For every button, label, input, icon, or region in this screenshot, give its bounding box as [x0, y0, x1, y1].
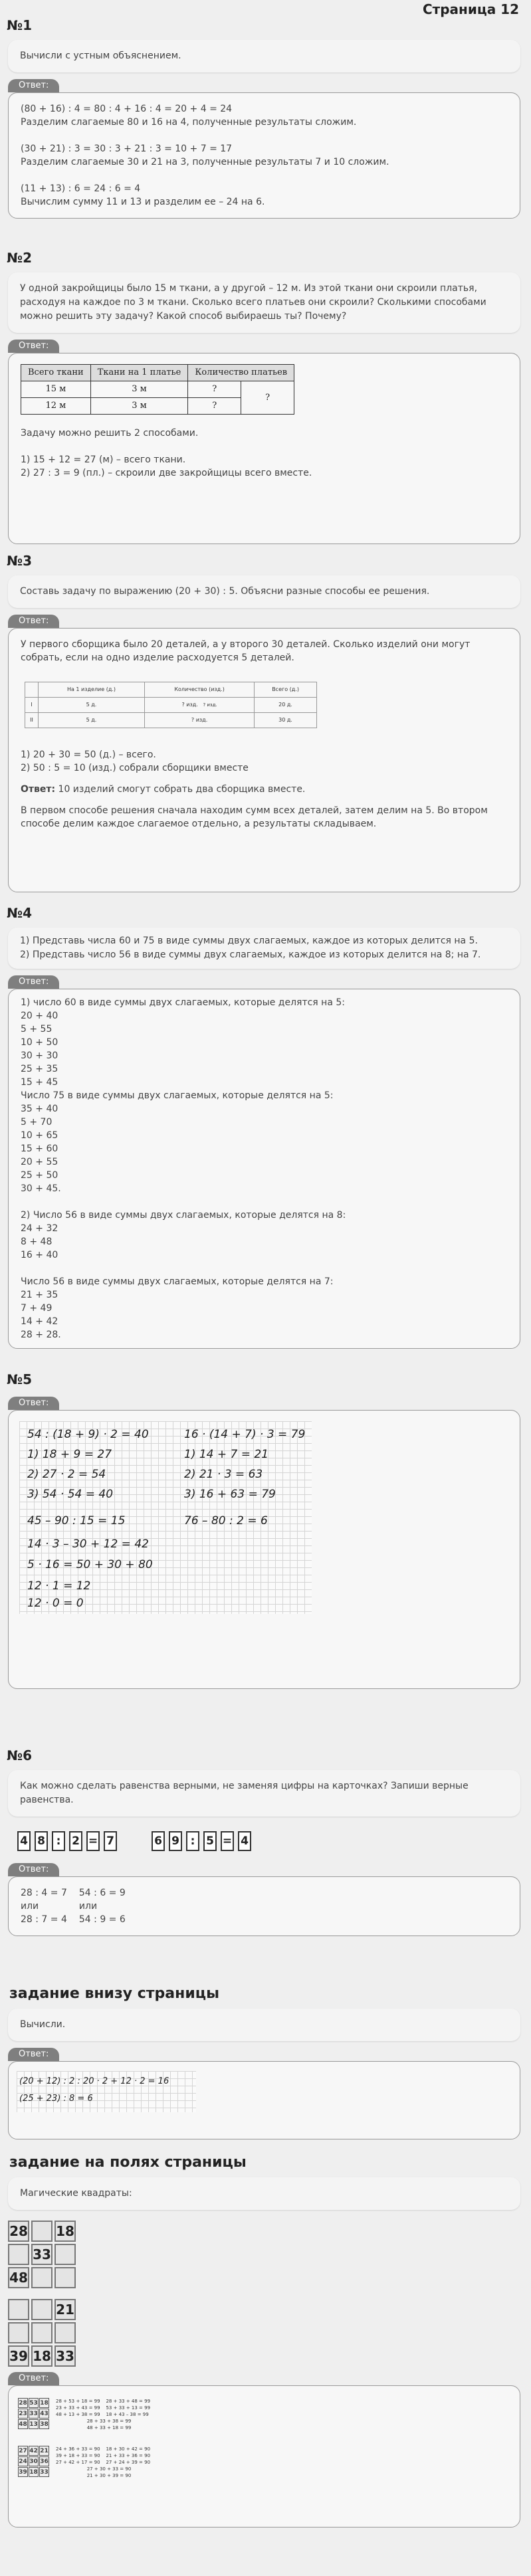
hw-line: 5 · 16 = 50 + 30 + 80: [27, 1558, 153, 1571]
answer-line: 2) 50 : 5 = 10 (изд.) собрали сборщики вместе: [21, 763, 249, 773]
digit-card: 9: [169, 1831, 182, 1851]
sign-card: :: [186, 1831, 199, 1851]
square-cell: 18: [31, 2345, 53, 2367]
square-cell: 18: [29, 2467, 39, 2477]
solved-square-2: [18, 2446, 49, 2477]
answer-label: Ответ:: [8, 1863, 59, 1876]
answer-line: Вычислим сумму 11 и 13 и разделим ее – 24 на 6.: [21, 197, 265, 207]
task-number: №3: [7, 553, 32, 569]
task-line: 2) Представь число 56 в виде суммы двух слагаемых, каждое из которых делится на 8; на 7.: [20, 949, 481, 960]
answer-line: Задачу можно решить 2 способами.: [21, 428, 199, 439]
square-cell: 39: [18, 2467, 28, 2477]
answer-line: 21 + 35: [21, 1290, 58, 1300]
square-cell: 21: [39, 2446, 49, 2456]
square-cell: 30: [29, 2456, 39, 2466]
handwritten-solution: [19, 1421, 312, 1614]
answer-label: Ответ:: [8, 615, 59, 628]
answer-line: 1) число 60 в виде суммы двух слагаемых, которые делятся на 5:: [21, 997, 345, 1008]
answer-line: [21, 1195, 508, 1209]
answer-line: 35 + 40: [21, 1104, 58, 1114]
square-cell: 13: [29, 2419, 39, 2429]
table-header: Всего ткани: [21, 365, 91, 381]
square-cell: 21: [54, 2299, 76, 2320]
handwritten-solution: [17, 2071, 196, 2112]
answer-line: Разделим слагаемые 80 и 16 на 4, полученные результаты сложим.: [21, 117, 357, 128]
answer-line: 20 + 40: [21, 1011, 58, 1021]
answer-line: или: [78, 1901, 98, 1912]
task-text: Как можно сделать равенства верными, не заменяя цифры на карточках? Запиши верные равенства.: [8, 1770, 520, 1817]
answer-text: У первого сборщика было 20 деталей, а у второго 30 деталей. Сколько изделий они могут собрать, если на одно изделие расходуется 5 деталей.: [21, 639, 471, 663]
answer-text: Ответ: 10 изделий смогут собрать два сборщика вместе.: [21, 784, 306, 795]
answer-line: 1) 20 + 30 = 50 (д.) – всего.: [21, 749, 156, 760]
square-cell: 38: [39, 2419, 49, 2429]
table-cell: 15 м: [21, 381, 91, 398]
square-cell: 39: [8, 2345, 29, 2367]
table-cell: 5 д.: [38, 713, 144, 728]
answer-label: Ответ:: [8, 340, 59, 353]
table-cell: 3 м: [90, 398, 188, 415]
section-2: [0, 250, 531, 544]
hw-line: 2) 21 · 3 = 63: [184, 1468, 263, 1481]
hw-line: (20 + 12) : 2 : 20 · 2 + 12 · 2 = 16: [19, 2076, 169, 2086]
magic-square-2: [8, 2299, 531, 2367]
hw-line: 76 – 80 : 2 = 6: [184, 1514, 268, 1528]
square-cell: [31, 2267, 53, 2288]
section-title: задание на полях страницы: [9, 2154, 247, 2171]
square-cell: [54, 2267, 76, 2288]
task-text: У одной закройщицы было 15 м ткани, а у другой – 12 м. Из этой ткани они скроили платья, расходуя на каждое по 3 м ткани. Сколько всего платьев они скроили? Сколькими способами можно решить эту задачу? Какой способ выбираешь ты? Почему?: [8, 272, 520, 333]
hw-line: 12 · 0 = 0: [27, 1597, 84, 1610]
square-cell: [8, 2244, 29, 2265]
answer-line: 25 + 35: [21, 1064, 58, 1074]
task-text: Вычисли с устным объяснением.: [8, 40, 520, 72]
answer-line: Число 75 в виде суммы двух слагаемых, которые делятся на 5:: [21, 1090, 334, 1101]
table-header: Количество (изд.): [145, 682, 255, 698]
answer-text: В первом способе решения сначала находим сумм всех деталей, затем делим на 5. Во втором способе делим каждое слагаемое отдельно, а результаты складываем.: [21, 805, 488, 829]
hw-line: 2) 27 · 2 = 54: [27, 1468, 106, 1481]
answer-box: [8, 989, 520, 1349]
section-6: [0, 1747, 531, 1936]
hw-line: 14 · 3 – 30 + 12 = 42: [27, 1537, 149, 1551]
answer-box: [8, 628, 520, 892]
answer-line: [21, 440, 508, 453]
task-number: №6: [7, 1747, 32, 1763]
section-5: [0, 1371, 531, 1689]
answer-line: или: [21, 1901, 39, 1912]
square-cell: 24: [18, 2456, 28, 2466]
square-cell: 48: [18, 2419, 28, 2429]
hw-line: 54 : (18 + 9) · 2 = 40: [27, 1428, 149, 1441]
square-cell: 36: [39, 2456, 49, 2466]
square-cell: 27: [18, 2446, 28, 2456]
sign-card: =: [86, 1831, 100, 1851]
answer-line: 25 + 50: [21, 1170, 58, 1181]
answer-line: 28 : 7 = 4: [21, 1914, 67, 1925]
task-text: Магические квадраты:: [8, 2177, 520, 2210]
answer-line: Число 56 в виде суммы двух слагаемых, которые делятся на 7:: [21, 1276, 334, 1287]
sign-card: :: [52, 1831, 65, 1851]
square-cell: 43: [39, 2409, 49, 2419]
square-cell: 42: [29, 2446, 39, 2456]
square-cell: 53: [29, 2398, 39, 2408]
table-cell: 3 м: [90, 381, 188, 398]
answer-line: [21, 1262, 508, 1275]
square-cell: [54, 2322, 76, 2343]
answer-box: [8, 353, 520, 544]
solved-square-row: [18, 2398, 510, 2431]
table-cell: ?: [188, 381, 241, 398]
answer-line: 7 + 49: [21, 1303, 53, 1314]
section-3: [0, 553, 531, 892]
answer-label: Ответ:: [8, 1397, 59, 1410]
answer-line: 28 : 4 = 7: [21, 1888, 67, 1898]
answer-label: Ответ:: [8, 975, 59, 989]
task-number: №5: [7, 1371, 32, 1387]
digit-card: 4: [238, 1831, 251, 1851]
square-cell: 28: [8, 2221, 29, 2242]
digit-card: 7: [104, 1831, 117, 1851]
square-cell: [54, 2244, 76, 2265]
answer-line: (11 + 13) : 6 = 24 : 6 = 4: [21, 183, 141, 194]
table-cell: ? изд. ? изд.: [145, 698, 255, 713]
task-line: 1) Представь числа 60 и 75 в виде суммы двух слагаемых, каждое из которых делится на 5.: [20, 936, 478, 946]
square-cell: 33: [54, 2345, 76, 2367]
section-title: задание внизу страницы: [9, 1985, 219, 2002]
section-bottom: [0, 1985, 531, 2139]
answer-line: 2) 27 : 3 = 9 (пл.) – скроили две закройщицы всего вместе.: [21, 468, 312, 478]
answer-line: 10 + 65: [21, 1130, 58, 1141]
answer-box: [8, 2061, 520, 2139]
answer-col: [79, 1886, 126, 1926]
answer-line: 10 + 50: [21, 1037, 58, 1048]
square-cell: 28: [18, 2398, 28, 2408]
answer-label: Ответ:: [8, 2372, 59, 2385]
square-cell: 33: [29, 2409, 39, 2419]
square-cell: [8, 2299, 29, 2320]
digit-card: 6: [152, 1831, 165, 1851]
task-number: №4: [7, 905, 32, 921]
answer-label: Ответ:: [8, 79, 59, 92]
answer-line: 16 + 40: [21, 1250, 58, 1260]
answer-line: 54 : 9 = 6: [78, 1914, 126, 1925]
magic-square-1: [8, 2221, 531, 2288]
answer-line: 5 + 70: [21, 1117, 53, 1128]
task-text: Составь задачу по выражению (20 + 30) : 5. Объясни разные способы ее решения.: [8, 575, 520, 608]
digit-card: 4: [17, 1831, 31, 1851]
answer-line: 8 + 48: [21, 1237, 53, 1247]
condition-table: [21, 364, 294, 415]
table-cell-total: ?: [241, 381, 294, 415]
square-cell: 23: [18, 2409, 28, 2419]
answer-line: 14 + 42: [21, 1316, 58, 1327]
hw-line: 3) 16 + 63 = 79: [184, 1488, 276, 1501]
task-text: [8, 928, 520, 969]
solved-square-1: [18, 2398, 49, 2429]
answer-line: 1) 15 + 12 = 27 (м) – всего ткани.: [21, 454, 186, 465]
answer-line: 5 + 55: [21, 1024, 53, 1035]
table-cell: ? изд.: [145, 713, 255, 728]
table-header: Ткани на 1 платье: [90, 365, 188, 381]
table-header: [25, 682, 39, 698]
square-cell: [8, 2322, 29, 2343]
answer-line: 54 : 6 = 9: [78, 1888, 126, 1898]
square-cell: 33: [39, 2467, 49, 2477]
check-notes: 28 + 53 + 18 = 99 28 + 33 + 48 = 99 23 + 33 + 43 = 99 53 + 33 + 13 = 99 48 + 13 + 38 = 99 18 + 43 – 38 = 99 28 + 33 + 38 = 99 48 + 33 + 18 = 99: [56, 2399, 151, 2430]
answer-box: [8, 1876, 520, 1936]
task-number: №1: [7, 17, 32, 33]
answer-line: Разделим слагаемые 30 и 21 на 3, полученные результаты 7 и 10 сложим.: [21, 157, 389, 167]
table-header: Всего (д.): [255, 682, 317, 698]
section-margin: [0, 2154, 531, 2527]
square-cell: 48: [8, 2267, 29, 2288]
check-notes: 24 + 36 + 33 = 90 18 + 30 + 42 = 90 39 + 18 + 33 = 90 21 + 33 + 36 = 90 27 + 42 + 17 = 90 27 + 24 + 39 = 90 27 + 30 + 33 = 90 21 + 30 + 39 = 90: [56, 2446, 151, 2478]
hw-line: (25 + 23) : 8 = 6: [19, 2094, 93, 2104]
answer-line: [21, 169, 508, 182]
answer-label: Ответ:: [8, 2048, 59, 2061]
table-cell: 30 д.: [255, 713, 317, 728]
digit-card: 8: [35, 1831, 48, 1851]
table-cell: ?: [188, 398, 241, 415]
square-cell: 18: [54, 2221, 76, 2242]
hw-line: 1) 18 + 9 = 27: [27, 1448, 112, 1461]
answer-line: 15 + 45: [21, 1077, 58, 1088]
condition-table: [25, 682, 317, 728]
answer-box: [8, 2385, 520, 2527]
answer-line: 15 + 60: [21, 1143, 58, 1154]
hw-line: 1) 14 + 7 = 21: [184, 1448, 269, 1461]
page-title: Страница 12: [422, 1, 519, 17]
section-4: [0, 905, 531, 1349]
answer-line: 24 + 32: [21, 1223, 58, 1234]
table-cell: 5 д.: [38, 698, 144, 713]
answer-line: (30 + 21) : 3 = 30 : 3 + 21 : 3 = 10 + 7 = 17: [21, 144, 233, 154]
table-header: Количество платьев: [188, 365, 294, 381]
answer-line: 30 + 30: [21, 1050, 58, 1061]
answer-line: [21, 129, 508, 142]
answer-line: 2) Число 56 в виде суммы двух слагаемых, которые делятся на 8:: [21, 1210, 346, 1221]
hw-line: 3) 54 · 54 = 40: [27, 1488, 114, 1501]
square-cell: [31, 2299, 53, 2320]
digit-card: 5: [203, 1831, 217, 1851]
answer-line: 28 + 28.: [21, 1330, 61, 1340]
number-cards: [17, 1831, 531, 1851]
hw-line: 45 – 90 : 15 = 15: [27, 1514, 126, 1528]
section-1: [0, 17, 531, 219]
answer-col: [21, 1886, 67, 1926]
sign-card: =: [221, 1831, 234, 1851]
task-number: №2: [7, 250, 32, 266]
hw-line: 12 · 1 = 12: [27, 1579, 91, 1593]
square-cell: 33: [31, 2244, 53, 2265]
answer-box: [8, 92, 520, 219]
square-cell: [31, 2322, 53, 2343]
digit-card: 2: [69, 1831, 82, 1851]
answer-line: (80 + 16) : 4 = 80 : 4 + 16 : 4 = 20 + 4 = 24: [21, 104, 233, 114]
table-cell: 20 д.: [255, 698, 317, 713]
square-cell: 18: [39, 2398, 49, 2408]
answer-line: 30 + 45.: [21, 1183, 61, 1194]
table-cell: I: [25, 698, 39, 713]
answer-line: 20 + 55: [21, 1157, 58, 1167]
answer-box: [8, 1410, 520, 1689]
hw-line: 16 · (14 + 7) · 3 = 79: [184, 1428, 306, 1441]
table-cell: 12 м: [21, 398, 91, 415]
table-header: На 1 изделие (д.): [38, 682, 144, 698]
table-cell: II: [25, 713, 39, 728]
task-text: Вычисли.: [8, 2009, 520, 2041]
square-cell: [31, 2221, 53, 2242]
solved-square-row: [18, 2446, 510, 2479]
